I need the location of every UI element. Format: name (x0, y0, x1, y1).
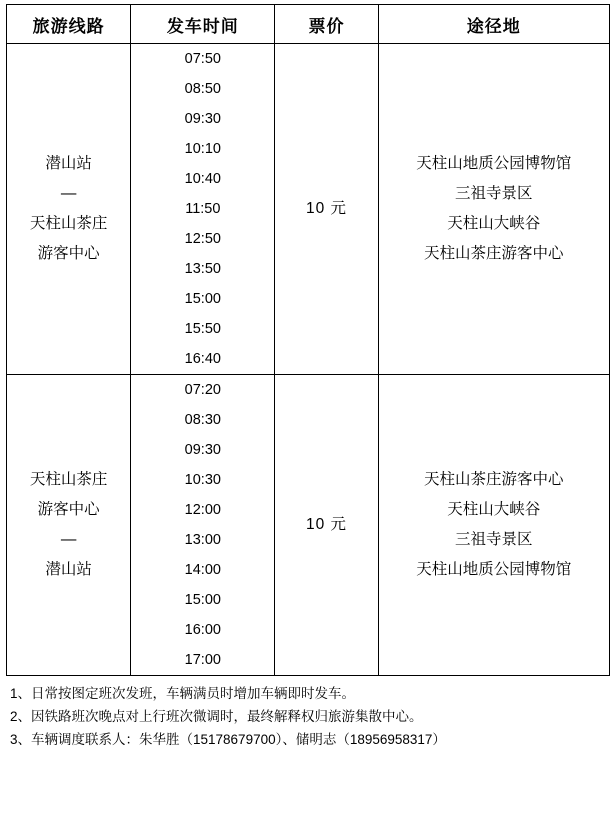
route-cell (7, 375, 131, 676)
route-line: 天柱山茶庄 (29, 215, 108, 232)
via-stop: 天柱山地质公园博物馆 (416, 561, 572, 578)
table-row (7, 44, 610, 375)
via-stop: 天柱山茶庄游客中心 (424, 245, 564, 262)
departure-time: 16:40 (184, 351, 221, 367)
header-departure-time: 发车时间 (131, 5, 275, 44)
departure-time: 14:00 (184, 562, 221, 578)
departure-time: 12:00 (184, 502, 221, 518)
via-stop: 天柱山大峡谷 (447, 501, 541, 518)
departure-time: 17:00 (184, 652, 221, 668)
departure-time: 15:00 (184, 592, 221, 608)
departure-time: 09:30 (184, 442, 221, 458)
bus-schedule-table (6, 4, 610, 676)
header-route: 旅游线路 (7, 5, 131, 44)
departure-time: 09:30 (184, 111, 221, 127)
table-row (7, 375, 610, 676)
via-stop: 天柱山大峡谷 (447, 215, 541, 232)
departure-time: 10:30 (184, 472, 221, 488)
route-line: — (60, 185, 77, 202)
departure-times-cell (131, 44, 275, 375)
via-stop: 天柱山茶庄游客中心 (424, 471, 564, 488)
fare-cell: 10 元 (275, 44, 378, 375)
note-item: 1、日常按图定班次发班，车辆满员时增加车辆即时发车。 (10, 686, 356, 701)
departure-time: 16:00 (184, 622, 221, 638)
departure-time: 07:50 (184, 51, 221, 67)
timetable-document (0, 4, 616, 822)
via-stops-cell (378, 44, 609, 375)
notes-section (10, 682, 608, 751)
departure-time: 15:50 (184, 321, 221, 337)
departure-time: 07:20 (184, 382, 221, 398)
departure-time: 12:50 (184, 231, 221, 247)
departure-time: 10:40 (184, 171, 221, 187)
departure-time: 13:00 (184, 532, 221, 548)
note-item: 2、因铁路班次晚点对上行班次微调时，最终解释权归旅游集散中心。 (10, 709, 423, 724)
fare-cell: 10 元 (275, 375, 378, 676)
route-line: 天柱山茶庄 (29, 471, 108, 488)
note-item: 3、车辆调度联系人：朱华胜（15178679700）、储明志（18956958317） (10, 732, 446, 747)
departure-time: 13:50 (184, 261, 221, 277)
route-line: 潜山站 (45, 155, 92, 172)
departure-times-cell (131, 375, 275, 676)
route-cell (7, 44, 131, 375)
route-line: — (60, 531, 77, 548)
via-stop: 天柱山地质公园博物馆 (416, 155, 572, 172)
departure-time: 08:30 (184, 412, 221, 428)
departure-time: 11:50 (185, 201, 221, 217)
route-line: 游客中心 (37, 245, 100, 262)
header-via-stops: 途径地 (378, 5, 609, 44)
via-stop: 三祖寺景区 (455, 185, 533, 202)
route-line: 游客中心 (37, 501, 100, 518)
departure-time: 10:10 (184, 141, 221, 157)
via-stop: 三祖寺景区 (455, 531, 533, 548)
departure-time: 15:00 (184, 291, 221, 307)
via-stops-cell (378, 375, 609, 676)
table-header-row (7, 5, 610, 44)
departure-time: 08:50 (184, 81, 221, 97)
header-fare: 票价 (275, 5, 378, 44)
route-line: 潜山站 (45, 561, 92, 578)
